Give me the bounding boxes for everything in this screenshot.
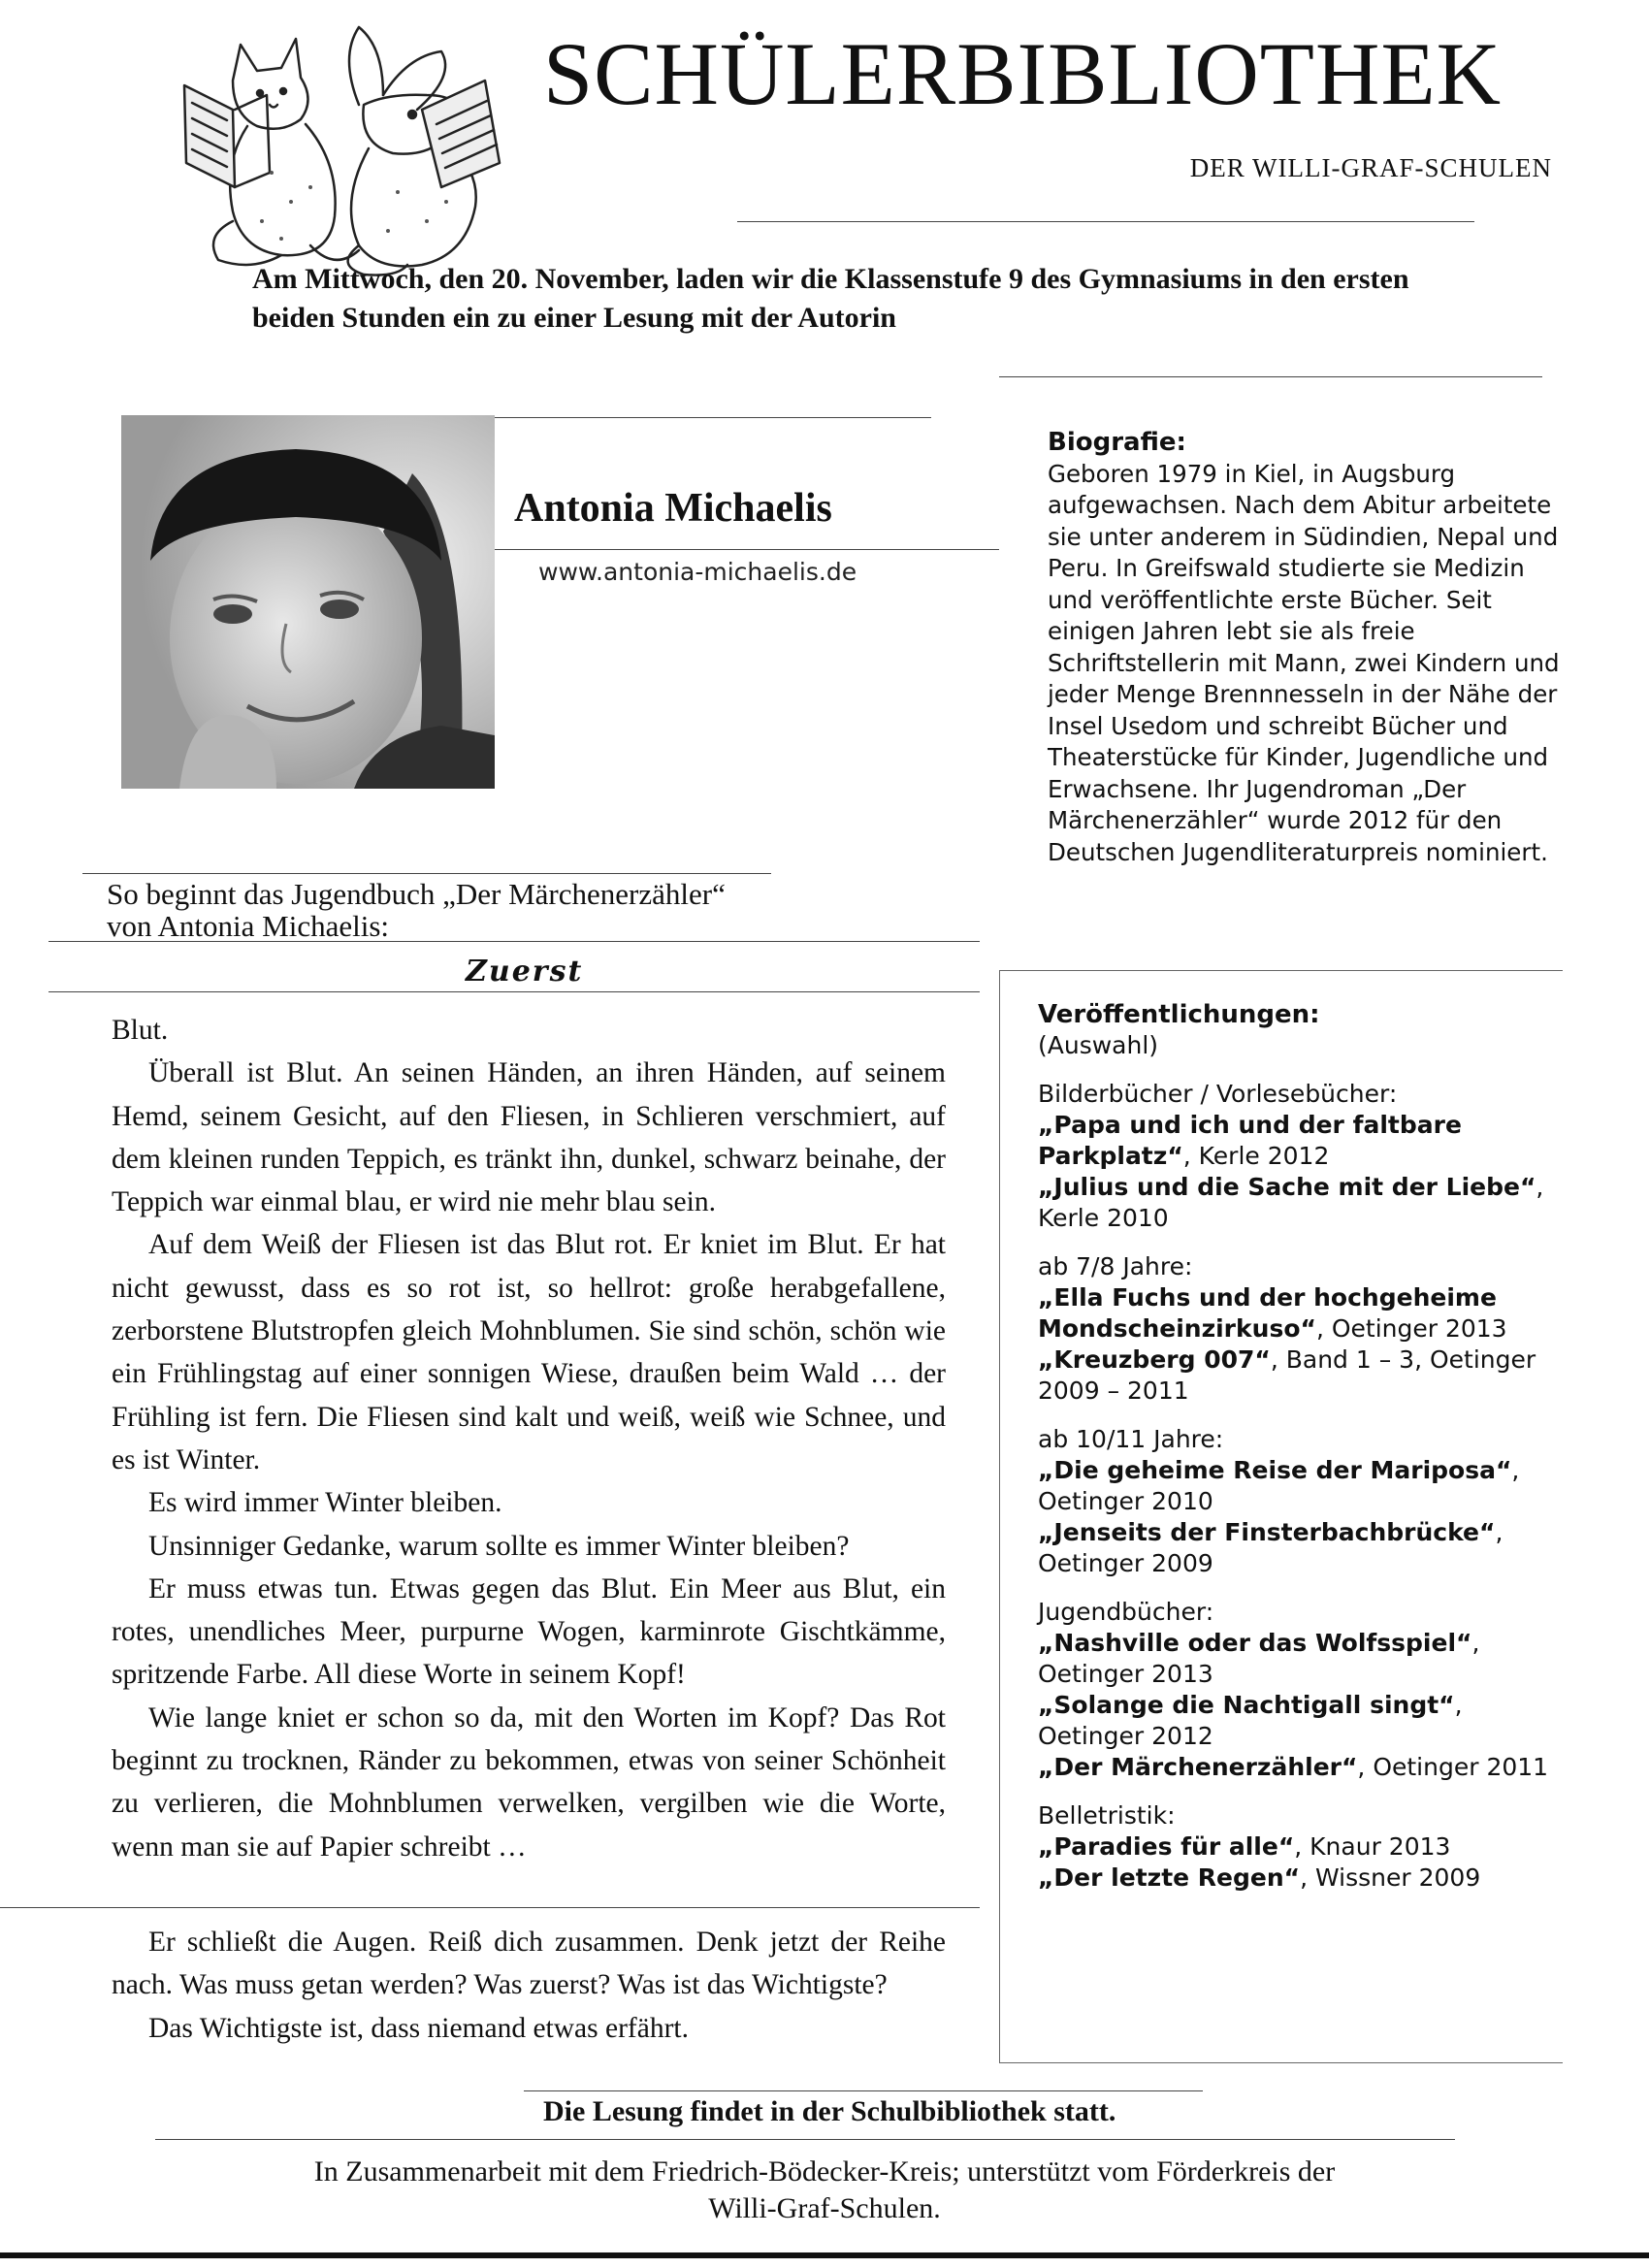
publication-groups bbox=[1038, 1079, 1562, 1894]
publication-info: , Oetinger 2010 bbox=[1038, 1456, 1520, 1515]
publication-item bbox=[1038, 1628, 1562, 1690]
publication-item bbox=[1038, 1831, 1562, 1863]
publication-item bbox=[1038, 1345, 1562, 1407]
publication-title: „Nashville oder das Wolfsspiel“ bbox=[1038, 1629, 1472, 1657]
footer-line: Willi-Graf-Schulen. bbox=[708, 2192, 941, 2224]
excerpt-text-continued bbox=[112, 1921, 946, 2050]
publications-note: (Auswahl) bbox=[1038, 1031, 1159, 1059]
cut-line bbox=[999, 376, 1542, 377]
subtitle: DER WILLI-GRAF-SCHULEN bbox=[1189, 153, 1552, 182]
excerpt-chapter-title: Zuerst bbox=[466, 955, 584, 988]
publication-item bbox=[1038, 1690, 1562, 1752]
footer-line: In Zusammenarbeit mit dem Friedrich-Bödecker-Kreis; unterstützt vom Förderkreis der bbox=[313, 2155, 1336, 2187]
publication-title: „Der Märchenerzähler“ bbox=[1038, 1753, 1358, 1781]
reading-animals-illustration bbox=[165, 17, 524, 284]
cut-line bbox=[737, 221, 1474, 222]
author-name: Antonia Michaelis bbox=[514, 486, 832, 531]
author-website: www.antonia-michaelis.de bbox=[538, 558, 857, 586]
publication-item bbox=[1038, 1517, 1562, 1579]
publication-info: , Oetinger 2011 bbox=[1357, 1753, 1549, 1781]
biography-text: Geboren 1979 in Kiel, in Augsburg aufgewachsen. Nach dem Abitur arbeitete sie unter anderem in Südindien, Nepal und Peru. In Greifswald studierte sie Medizin und veröffentlichte erste Bücher. Seit einigen Jahren lebt sie als freie Schriftstellerin mit Mann, zwei Kindern und jeder Menge Brennnesseln in der Nähe der Insel Usedom und schreibt Bücher und Theaterstücke für Kinder, Jugendliche und Erwachsene. Ihr Jugendroman „Der Märchenerzähler“ wurde 2012 für den Deutschen Jugendliteraturpreis nominiert. bbox=[1048, 459, 1560, 866]
excerpt-intro bbox=[107, 878, 726, 942]
publication-info: , Band 1 – 3, Oetinger 2009 – 2011 bbox=[1038, 1345, 1536, 1405]
venue-notice: Die Lesung findet in der Schulbibliothek statt. bbox=[543, 2095, 1116, 2127]
publication-title: „Papa und ich und der faltbare Parkplatz“ bbox=[1038, 1111, 1462, 1170]
publication-info: , Wissner 2009 bbox=[1300, 1863, 1481, 1892]
publication-info: , Oetinger 2013 bbox=[1038, 1629, 1480, 1688]
publication-title: „Ella Fuchs und der hochgeheime Mondscheinzirkuso“ bbox=[1038, 1283, 1497, 1343]
cut-line bbox=[48, 991, 980, 992]
publications-box bbox=[1038, 999, 1562, 1894]
biography-heading: Biografie: bbox=[1048, 428, 1186, 457]
cut-line bbox=[48, 941, 980, 942]
library-logo bbox=[165, 17, 524, 284]
author-photo bbox=[121, 415, 495, 789]
publication-info: , Kerle 2012 bbox=[1182, 1142, 1330, 1170]
publications-heading: Veröffentlichungen: bbox=[1038, 1000, 1320, 1029]
excerpt-intro-line: von Antonia Michaelis: bbox=[107, 909, 390, 943]
publication-title: „Julius und die Sache mit der Liebe“ bbox=[1038, 1173, 1536, 1201]
publication-info: , Kerle 2010 bbox=[1038, 1173, 1544, 1232]
publication-info: , Oetinger 2009 bbox=[1038, 1518, 1504, 1577]
cut-line bbox=[495, 417, 931, 418]
publication-title: „Solange die Nachtigall singt“ bbox=[1038, 1691, 1455, 1719]
publication-group bbox=[1038, 1800, 1562, 1894]
publication-item bbox=[1038, 1110, 1562, 1172]
cut-line bbox=[0, 1907, 980, 1908]
publication-group bbox=[1038, 1079, 1562, 1234]
publication-title: „Die geheime Reise der Mariposa“ bbox=[1038, 1456, 1512, 1484]
excerpt-paragraph: Wie lange kniet er schon so da, mit den Worten im Kopf? Das Rot beginnt zu trocknen, Ränder zu bekommen, etwas von seiner Schönheit zu verlieren, die Mohnblumen verwelken, vergilben wie die Worte, wenn man sie auf Papier schreibt … bbox=[112, 1701, 946, 1863]
cut-line bbox=[495, 549, 999, 550]
publication-group-label: Belletristik: bbox=[1038, 1801, 1176, 1830]
biography-box bbox=[1048, 427, 1571, 868]
publication-info: , Knaur 2013 bbox=[1294, 1832, 1451, 1861]
publication-title: „Jenseits der Finsterbachbrücke“ bbox=[1038, 1518, 1496, 1546]
excerpt-paragraph: Er schließt die Augen. Reiß dich zusammen. Denk jetzt der Reihe nach. Was muss getan werden? Was zuerst? Was ist das Wichtigste? bbox=[112, 1927, 946, 2001]
publication-item bbox=[1038, 1172, 1562, 1234]
excerpt-paragraph: Unsinniger Gedanke, warum sollte es immer Winter bleiben? bbox=[148, 1530, 850, 1562]
invitation-text: Am Mittwoch, den 20. November, laden wir die Klassenstufe 9 des Gymnasiums in den ersten beiden Stunden ein zu einer Lesung mit der Autorin bbox=[252, 263, 1409, 334]
publication-group bbox=[1038, 1424, 1562, 1579]
bottom-border bbox=[0, 2252, 1649, 2258]
cut-line bbox=[82, 873, 771, 874]
excerpt-paragraph: Er muss etwas tun. Etwas gegen das Blut. Ein Meer aus Blut, ein rotes, unendliches Meer, purpurne Wogen, karminrote Gischtkämme, spritzende Farbe. All diese Worte in seinem Kopf! bbox=[112, 1572, 946, 1691]
publication-group-label: ab 7/8 Jahre: bbox=[1038, 1252, 1193, 1280]
publication-group-label: Bilderbücher / Vorlesebücher: bbox=[1038, 1080, 1398, 1108]
excerpt-intro-line: So beginnt das Jugendbuch „Der Märchenerzähler“ bbox=[107, 877, 726, 911]
excerpt-paragraph: Es wird immer Winter bleiben. bbox=[148, 1487, 502, 1519]
publication-group-label: ab 10/11 Jahre: bbox=[1038, 1425, 1224, 1453]
publication-group bbox=[1038, 1251, 1562, 1407]
excerpt-text bbox=[112, 1009, 946, 1868]
cut-line bbox=[524, 2090, 1203, 2091]
excerpt-paragraph: Blut. bbox=[112, 1015, 169, 1046]
publication-info: , Oetinger 2013 bbox=[1315, 1314, 1507, 1343]
publication-title: „Paradies für alle“ bbox=[1038, 1832, 1295, 1861]
main-title: SCHÜLERBIBLIOTHEK bbox=[543, 24, 1503, 123]
publication-item bbox=[1038, 1752, 1562, 1783]
publication-group bbox=[1038, 1597, 1562, 1783]
excerpt-paragraph: Überall ist Blut. An seinen Händen, an ihren Händen, auf seinem Hemd, seinem Gesicht, auf den Fliesen, in Schlieren verschmiert, auf dem kleinen runden Teppich, es tränkt ihn, dunkel, schwarz beinahe, der Teppich war einmal blau, er wird nie mehr blau sein. bbox=[112, 1057, 946, 1218]
excerpt-paragraph: Auf dem Weiß der Fliesen ist das Blut rot. Er kniet im Blut. Er hat nicht gewusst, dass es so rot ist, so hellrot: große herabgefallene, zerborstene Blutstropfen gleich Mohnblumen. Sie sind schön, schön wie ein Frühlingstag auf einer sonnigen Wiese, draußen beim Wald … der Frühling ist fern. Die Fliesen sind kalt und weiß, weiß wie Schnee, und es ist Winter. bbox=[112, 1229, 946, 1475]
publication-title: „Der letzte Regen“ bbox=[1038, 1863, 1301, 1892]
publication-item bbox=[1038, 1863, 1562, 1894]
publication-title: „Kreuzberg 007“ bbox=[1038, 1345, 1271, 1374]
cut-line bbox=[155, 2139, 1455, 2140]
excerpt-paragraph: Das Wichtigste ist, dass niemand etwas erfährt. bbox=[148, 2012, 689, 2044]
publication-info: , Oetinger 2012 bbox=[1038, 1691, 1463, 1750]
footer-credits bbox=[194, 2154, 1455, 2227]
publication-item bbox=[1038, 1455, 1562, 1517]
author-portrait-image bbox=[121, 415, 495, 789]
publication-group-label: Jugendbücher: bbox=[1038, 1598, 1214, 1626]
publication-item bbox=[1038, 1282, 1562, 1345]
